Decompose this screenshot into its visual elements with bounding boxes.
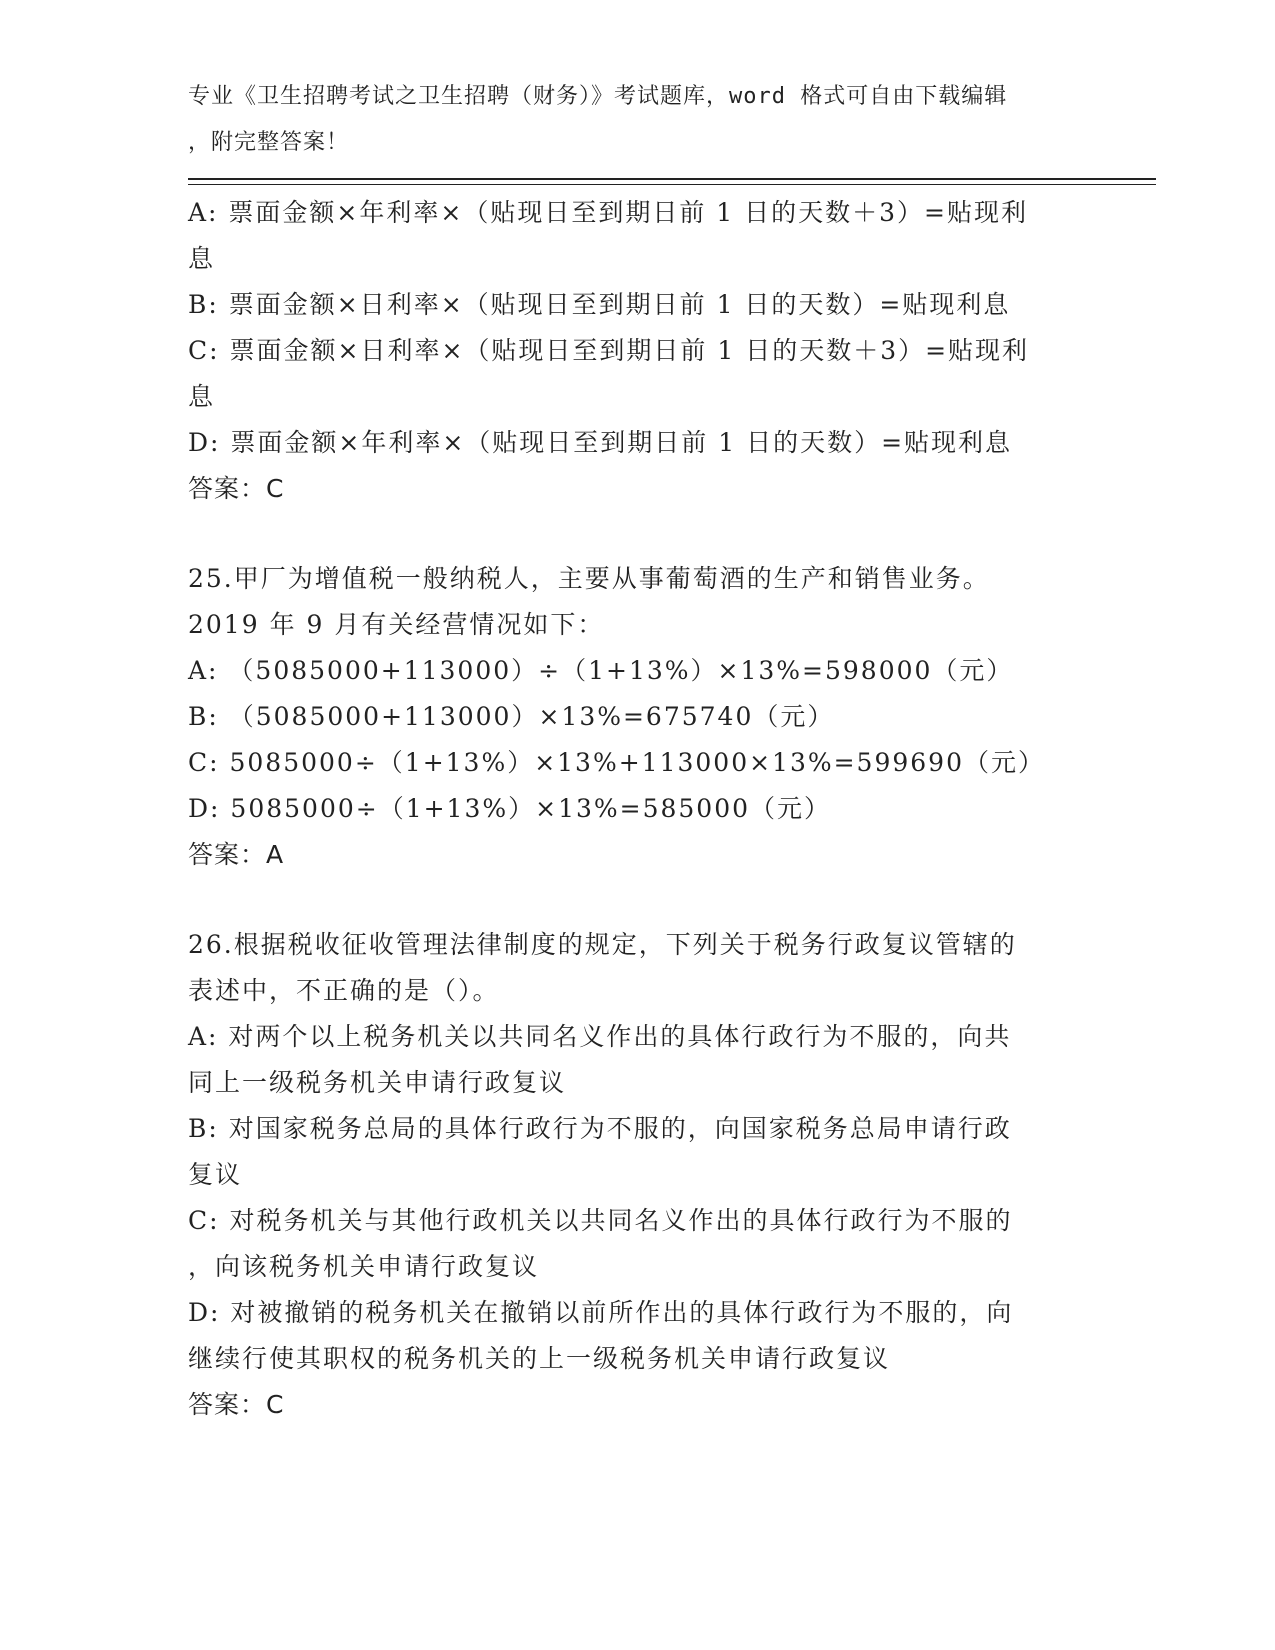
option-d: D: 对被撤销的税务机关在撤销以前所作出的具体行政行为不服的，向 [188,1298,1014,1327]
answer: 答案：A [188,840,285,869]
option-c: C: 对税务机关与其他行政机关以共同名义作出的具体行政行为不服的 [188,1206,1013,1235]
option-c-continued: ，向该税务机关申请行政复议 [188,1252,540,1281]
option-c: C: 票面金额×日利率×（贴现日至到期日前 1 日的天数＋3）=贴现利 [188,336,1030,365]
option-d: D: 5085000÷（1+13%）×13%=585000（元） [188,794,832,823]
option-b-continued: 复议 [188,1160,243,1189]
question-stem: 26.根据税收征收管理法律制度的规定，下列关于税务行政复议管辖的 [188,930,1017,959]
header-line-2: ，附完整答案！ [188,130,350,155]
option-a: A: 对两个以上税务机关以共同名义作出的具体行政行为不服的，向共 [188,1022,1012,1051]
option-d: D: 票面金额×年利率×（贴现日至到期日前 1 日的天数）=贴现利息 [188,428,1013,457]
question-26 [188,922,1088,1428]
option-a-continued: 息 [188,244,216,273]
header-line-1: 专业《卫生招聘考试之卫生招聘（财务）》考试题库，word 格式可自由下载编辑 [188,84,1008,109]
option-a: A: 票面金额×年利率×（贴现日至到期日前 1 日的天数＋3）=贴现利 [188,198,1028,227]
header-divider-thin [188,184,1156,185]
option-b: B: 对国家税务总局的具体行政行为不服的，向国家税务总局申请行政 [188,1114,1012,1143]
question-stem-continued: 表述中，不正确的是（）。 [188,976,500,1005]
option-c-continued: 息 [188,382,216,411]
document-header [188,74,1068,166]
option-b: B: 票面金额×日利率×（贴现日至到期日前 1 日的天数）=贴现利息 [188,290,1011,319]
question-24 [188,190,1088,512]
option-c: C: 5085000÷（1+13%）×13%+113000×13%=599690（元） [188,748,1045,777]
question-stem: 25.甲厂为增值税一般纳税人，主要从事葡萄酒的生产和销售业务。 [188,564,990,593]
answer: 答案：C [188,474,285,503]
question-list [188,190,1088,1428]
question-stem-continued: 2019 年 9 月有关经营情况如下： [188,610,605,639]
option-a-continued: 同上一级税务机关申请行政复议 [188,1068,567,1097]
question-25 [188,556,1088,878]
option-d-continued: 继续行使其职权的税务机关的上一级税务机关申请行政复议 [188,1344,891,1373]
option-a: A: （5085000+113000）÷（1+13%）×13%=598000（元） [188,656,1014,685]
header-divider-thick [188,178,1156,180]
option-b: B: （5085000+113000）×13%=675740（元） [188,702,835,731]
answer: 答案：C [188,1390,285,1419]
